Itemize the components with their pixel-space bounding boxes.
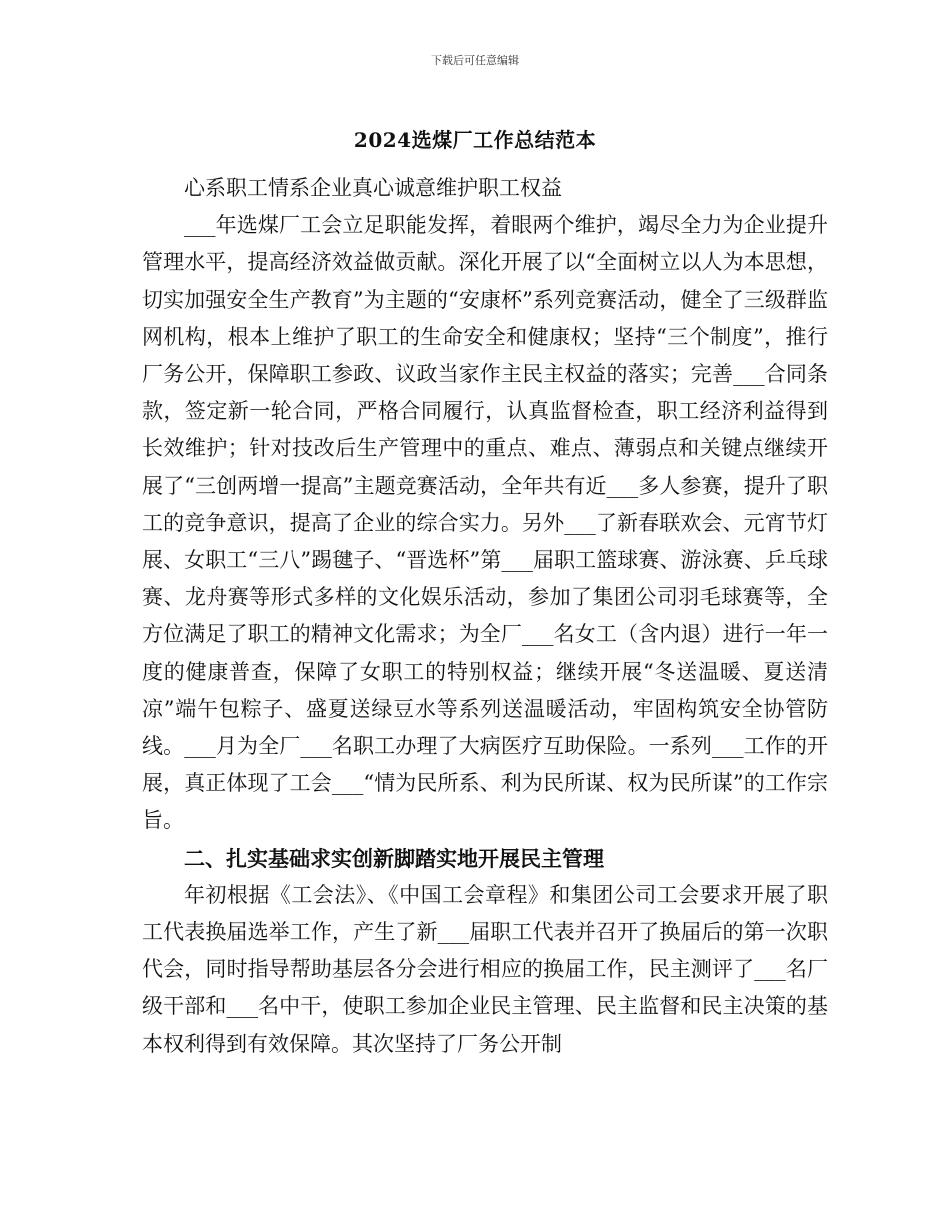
paragraph-1: ___年选煤厂工会立足职能发挥，着眼两个维护，竭尽全力为企业提升管理水平，提高经济效益做贡献。深化开展了以“全面树立以人为本思想，切实加强安全生产教育”为主题的“安康杯”系列竞赛活动，健全了三级群监网机构，根本上维护了职工的生命安全和健康权；坚持“三个制度”，推行厂务公开，保障职工参政、议政当家作主民主权益的落实；完善___合同条款，签定新一轮合同，严格合同履行，认真监督检查，职工经济利益得到长效维护；针对技改后生产管理中的重点、难点、薄弱点和关键点继续开展了“三创两增一提高”主题竞赛活动，全年共有近___多人参赛，提升了职工的竞争意识，提高了企业的综合实力。另外___了新春联欢会、元宵节灯展、女职工“三八”踢毽子、“晋选杯”第___届职工篮球赛、游泳赛、乒乓球赛、龙舟赛等形式多样的文化娱乐活动，参加了集团公司羽毛球赛等，全方位满足了职工的精神文化需求；为全厂___名女工（含内退）进行一年一度的健康普查，保障了女职工的特别权益；继续开展“冬送温暖、夏送清凉”端午包粽子、盛夏送绿豆水等系列送温暖活动，牢固构筑安全协管防线。___月为全厂___名职工办理了大病医疗互助保险。一系列___工作的开展，真正体现了工会___“情为民所系、利为民所谋、权为民所谋”的工作宗旨。	[142, 213, 828, 833]
subtitle: 心系职工情系企业真心诚意维护职工权益	[184, 176, 562, 200]
header-note: 下载后可任意编辑	[431, 54, 519, 67]
paragraph-2: 年初根据《工会法》、《中国工会章程》和集团公司工会要求开展了职工代表换届选举工作，产生了新___届职工代表并召开了换届后的第一次职代会，同时指导帮助基层各分会进行相应的换届工作，民主测评了___名厂级干部和___名中干，使职工参加企业民主管理、民主监督和民主决策的基本权利得到有效保障。其次坚持了厂务公开制	[142, 882, 828, 1056]
section-2-heading: 二、扎实基础求实创新脚踏实地开展民主管理	[184, 845, 604, 871]
document-body	[142, 170, 828, 1063]
document-title: 2024选煤厂工作总结范本	[353, 128, 597, 152]
